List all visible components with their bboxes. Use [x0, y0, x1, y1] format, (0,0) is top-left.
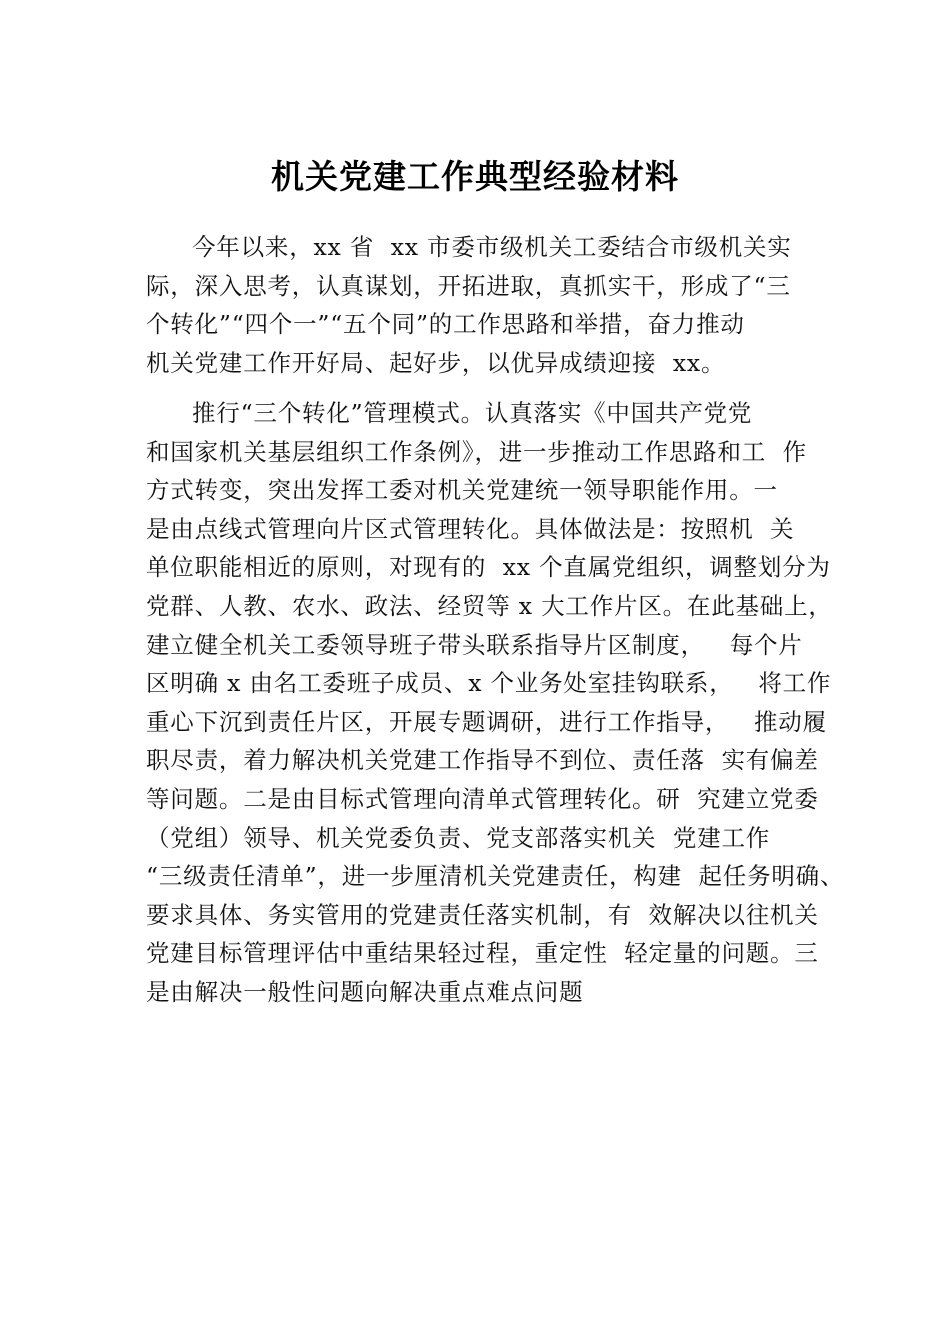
text-line: （党组）领导、机关党委负责、党支部落实机关 党建工作: [146, 823, 771, 852]
text-line: 是由点线式管理向片区式管理转化。具体做法是：按照机 关: [146, 514, 795, 543]
text-line: 职尽责，着力解决机关党建工作指导不到位、责任落 实有偏差: [146, 746, 819, 775]
text-line: 区明确 x 由名工委班子成员、x 个业务处室挂钩联系， 将工作: [146, 669, 832, 698]
text-line: 建立健全机关工委领导班子带头联系指导片区制度， 每个片: [146, 630, 803, 659]
text-line: 是由解决一般性问题向解决重点难点问题: [146, 977, 584, 1006]
text-line: 际，深入思考，认真谋划，开拓进取，真抓实干，形成了“三: [146, 271, 791, 300]
text-line: 重心下沉到责任片区，开展专题调研，进行工作指导， 推动履: [146, 707, 827, 736]
text-line: 党群、人教、农水、政法、经贸等 x 大工作片区。在此基础上，: [146, 591, 833, 620]
text-line: 等问题。二是由目标式管理向清单式管理转化。研 究建立党委: [146, 784, 819, 813]
text-line: 和国家机关基层组织工作条例》，进一步推动工作思路和工 作: [146, 437, 807, 466]
paragraph-intro: [146, 228, 866, 382]
text-line: 方式转变，突出发挥工委对机关党建统一领导职能作用。一: [146, 476, 778, 505]
text-line: 党建目标管理评估中重结果轻过程，重定性 轻定量的问题。三: [146, 939, 819, 968]
text-line: 个转化”“四个一”“五个同”的工作思路和举措，奋力推动: [146, 310, 745, 339]
text-line: 要求具体、务实管用的党建责任落实机制，有 效解决以往机关: [146, 900, 819, 929]
text-line: 机关党建工作开好局、起好步，以优异成绩迎接 xx。: [146, 348, 726, 377]
text-line: 单位职能相近的原则，对现有的 xx 个直属党组织，调整划分为: [146, 553, 831, 582]
paragraph-three-transformations: [146, 394, 866, 1012]
document-title: 机关党建工作典型经验材料: [271, 157, 679, 196]
text-line: 推行“三个转化”管理模式。认真落实《中国共产党党: [192, 399, 753, 427]
text-line: “三级责任清单”，进一步厘清机关党建责任，构建 起任务明确、: [146, 862, 845, 891]
text-line: 今年以来，xx 省 xx 市委市级机关工委结合市级机关实: [192, 233, 792, 261]
